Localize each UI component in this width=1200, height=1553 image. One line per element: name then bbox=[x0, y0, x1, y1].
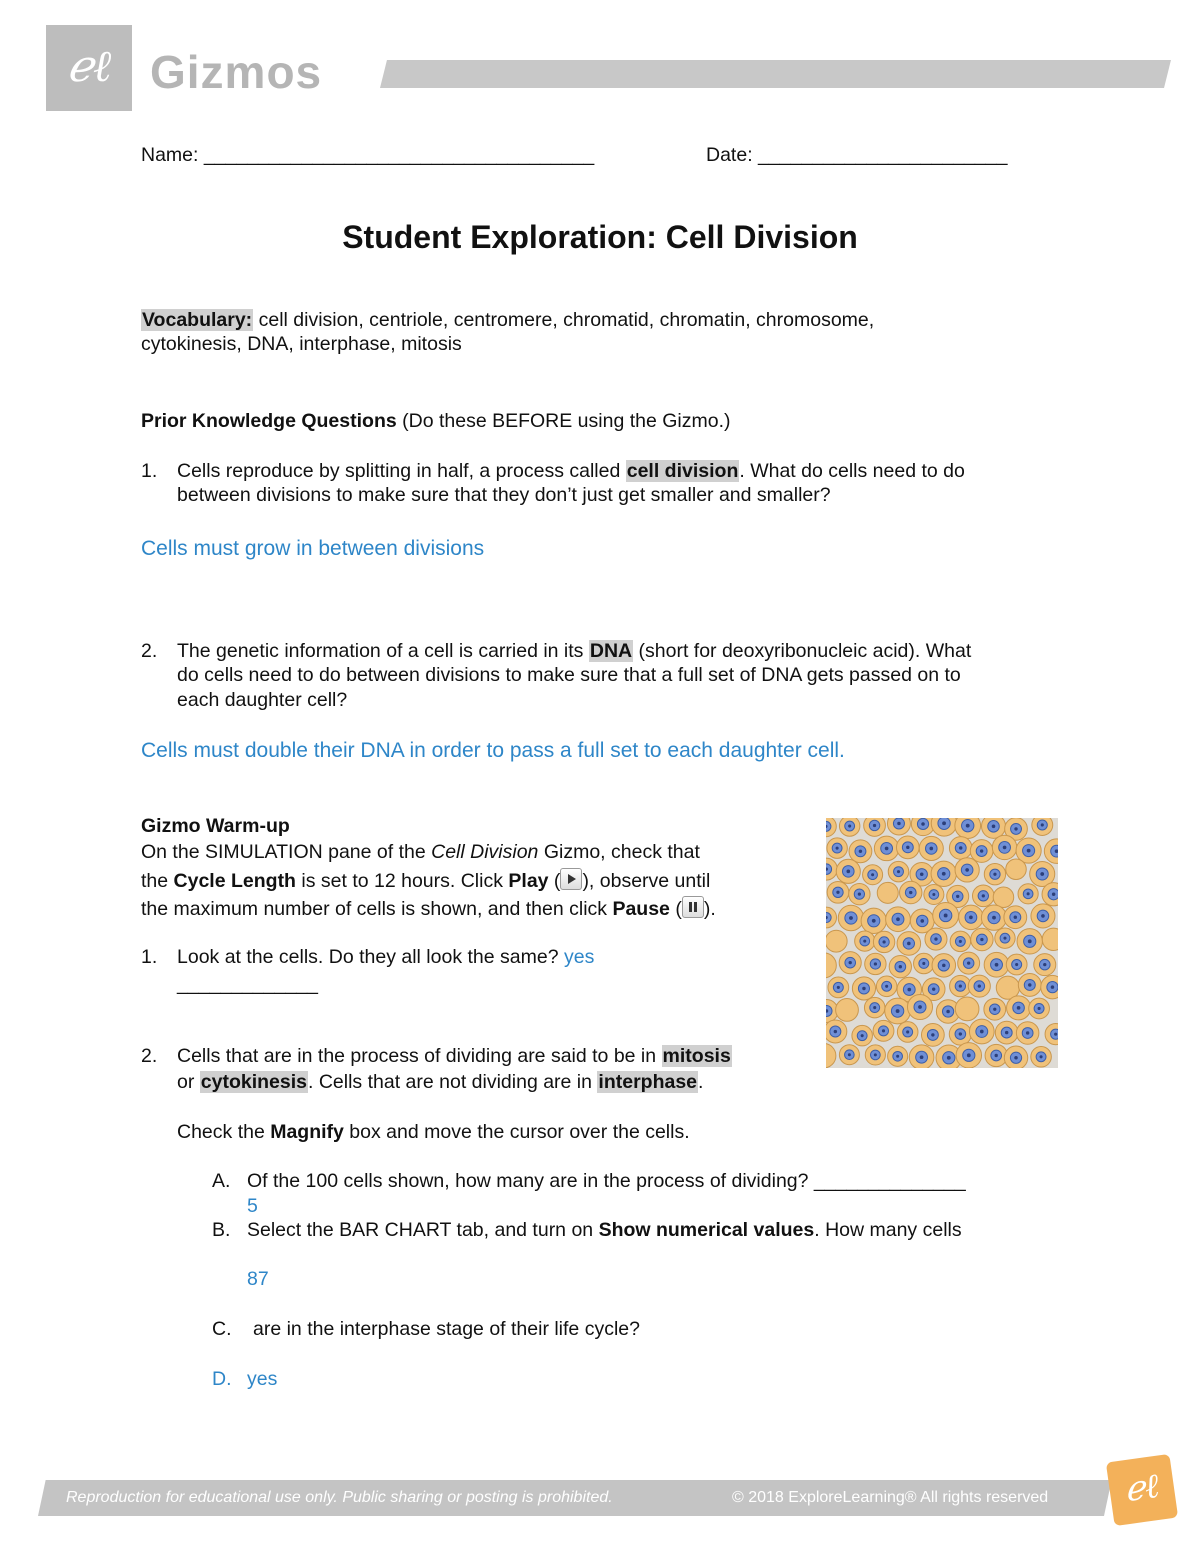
play-icon bbox=[560, 868, 582, 890]
part-b-text bbox=[247, 1218, 962, 1243]
vocabulary-label: Vocabulary: bbox=[142, 309, 253, 331]
cell-drawing bbox=[849, 840, 872, 863]
name-label: Name: bbox=[141, 144, 199, 166]
prior-q1-line-2: between divisions to make sure that they don’t just get smaller and smaller? bbox=[177, 484, 831, 506]
cell-drawing bbox=[984, 864, 1005, 885]
warmup-line-2 bbox=[141, 868, 710, 894]
part-b-pre: Select the BAR CHART tab, and turn on bbox=[247, 1219, 599, 1241]
prior-q2-post: (short for deoxyribonucleic acid). What bbox=[633, 640, 972, 662]
cell-drawing bbox=[958, 952, 980, 974]
prior-q2-line-2: do cells need to do between divisions to make sure that a full set of DNA gets passed on to bbox=[177, 664, 961, 686]
prior-q1-pre: Cells reproduce by splitting in half, a process called bbox=[177, 460, 626, 482]
cell-drawing bbox=[1029, 998, 1050, 1019]
warmup-l1-post: Gizmo, check that bbox=[538, 841, 700, 863]
cell-drawing bbox=[921, 1024, 944, 1047]
cell-drawing bbox=[931, 818, 957, 836]
cell-drawing bbox=[992, 835, 1016, 859]
warmup-l3-post: ). bbox=[703, 898, 716, 920]
cell-drawing bbox=[955, 997, 979, 1021]
warmup-q1-blank: _____________ bbox=[177, 973, 318, 995]
warmup-line-3 bbox=[141, 896, 716, 922]
cell-drawing bbox=[1006, 954, 1027, 975]
term-dna: DNA bbox=[589, 640, 633, 662]
prior-q2-line-3: each daughter cell? bbox=[177, 689, 348, 711]
cell-drawing bbox=[949, 837, 972, 860]
cell-drawing bbox=[1034, 954, 1056, 976]
gizmo-name: Cell Division bbox=[431, 841, 539, 863]
cell-drawing bbox=[1006, 859, 1026, 879]
header-bar bbox=[380, 60, 1171, 88]
warmup-heading-text: Gizmo Warm-up bbox=[141, 815, 290, 837]
cell-drawing bbox=[1031, 904, 1055, 928]
cell-drawing bbox=[1004, 1046, 1027, 1068]
warmup-l2-open: ( bbox=[548, 870, 561, 892]
magnify-term: Magnify bbox=[270, 1121, 344, 1143]
prior-q1-line-1 bbox=[177, 459, 965, 484]
cell-drawing bbox=[826, 818, 836, 837]
cell-drawing bbox=[932, 954, 956, 978]
cell-drawing bbox=[1041, 975, 1058, 998]
prior-heading-bold: Prior Knowledge Questions bbox=[141, 410, 397, 432]
cell-drawing bbox=[1044, 839, 1058, 863]
footer-copyright-notice: Reproduction for educational use only. Public sharing or posting is prohibited. bbox=[66, 1489, 613, 1506]
part-a-letter: A. bbox=[212, 1170, 231, 1192]
part-d-text: yes bbox=[247, 1368, 278, 1390]
cell-drawing bbox=[889, 956, 911, 978]
cell-drawing bbox=[959, 905, 984, 930]
prior-q2-pre: The genetic information of a cell is carried in its bbox=[177, 640, 589, 662]
cell-drawing bbox=[955, 818, 981, 839]
cell-drawing bbox=[865, 953, 886, 974]
cell-drawing bbox=[863, 865, 883, 885]
cell-drawing bbox=[1018, 973, 1041, 996]
pause-term: Pause bbox=[612, 898, 670, 920]
prior-heading-note: (Do these BEFORE using the Gizmo.) bbox=[396, 410, 731, 432]
logo-glyph: ℯℓ bbox=[66, 41, 112, 92]
cell-drawing bbox=[874, 836, 899, 861]
cell-drawing bbox=[873, 931, 894, 952]
warmup-l2-post: ), observe until bbox=[582, 870, 711, 892]
warmup-line-1 bbox=[141, 840, 700, 865]
cell-drawing bbox=[955, 858, 979, 882]
cell-drawing bbox=[876, 976, 897, 997]
warmup-q2-or: or bbox=[177, 1071, 200, 1093]
magnify-post: box and move the cursor over the cells. bbox=[343, 1121, 690, 1143]
magnify-instruction bbox=[177, 1120, 690, 1145]
cell-drawing bbox=[897, 1022, 918, 1043]
cell-drawing bbox=[864, 997, 885, 1018]
cell-drawing bbox=[887, 818, 910, 835]
cell-drawing bbox=[933, 903, 959, 929]
cell-drawing bbox=[855, 931, 875, 951]
cell-drawing bbox=[981, 905, 1006, 930]
cell-drawing bbox=[995, 1021, 1018, 1044]
prior-knowledge-heading bbox=[141, 409, 731, 434]
cell-drawing bbox=[826, 1020, 847, 1043]
cell-drawing bbox=[969, 1019, 994, 1044]
cell-drawing bbox=[972, 885, 994, 907]
term-interphase: interphase bbox=[598, 1071, 698, 1093]
vocabulary-line-2: cytokinesis, DNA, interphase, mitosis bbox=[141, 333, 462, 355]
date-field bbox=[706, 143, 1007, 168]
cell-drawing bbox=[968, 975, 990, 997]
cell-drawing bbox=[828, 977, 849, 998]
cell-drawing bbox=[864, 818, 886, 836]
cell-drawing bbox=[826, 953, 836, 978]
warmup-q1-line bbox=[177, 945, 594, 970]
warmup-q1-text: Look at the cells. Do they all look the same? bbox=[177, 946, 564, 968]
cell-drawing bbox=[1007, 996, 1031, 1020]
cell-drawing bbox=[839, 1045, 859, 1065]
cell-drawing bbox=[873, 1020, 894, 1041]
name-field bbox=[141, 143, 594, 168]
cell-drawing bbox=[885, 998, 911, 1024]
cell-drawing bbox=[836, 999, 859, 1022]
footer-rights: © 2018 ExploreLearning® All rights reserved bbox=[732, 1489, 1049, 1506]
cell-drawing bbox=[826, 930, 847, 952]
term-cytokinesis: cytokinesis bbox=[200, 1071, 307, 1093]
cell-drawing bbox=[900, 881, 922, 903]
prior-q2-answer: Cells must double their DNA in order to pass a full set to each daughter cell. bbox=[141, 739, 845, 762]
cell-drawing bbox=[993, 887, 1013, 907]
cell-drawing bbox=[956, 1043, 981, 1068]
cell-drawing bbox=[919, 836, 943, 860]
cell-drawing bbox=[925, 928, 947, 950]
warmup-q2-line-1 bbox=[177, 1044, 732, 1069]
warmup-q2-pre: Cells that are in the process of dividing are said to be in bbox=[177, 1045, 662, 1067]
warmup-l2-the: the bbox=[141, 870, 174, 892]
cell-drawing bbox=[1045, 1024, 1058, 1045]
cell-drawing bbox=[914, 953, 935, 974]
cell-drawing bbox=[950, 931, 971, 952]
warmup-q2-end: . bbox=[698, 1071, 704, 1093]
cell-drawing bbox=[907, 994, 932, 1019]
cell-drawing bbox=[995, 928, 1015, 948]
cell-drawing bbox=[909, 1045, 934, 1068]
cell-drawing bbox=[886, 907, 911, 932]
prior-q2-line-1 bbox=[177, 639, 971, 664]
show-numerical-values-term: Show numerical values bbox=[598, 1219, 815, 1241]
warmup-l3-pre: the maximum number of cells is shown, and then click bbox=[141, 898, 613, 920]
cell-drawing bbox=[888, 1046, 908, 1066]
warmup-q2-line-2 bbox=[177, 1070, 703, 1095]
vocabulary-line-1 bbox=[141, 308, 874, 333]
cell-drawing bbox=[1018, 884, 1038, 904]
cell-drawing bbox=[877, 882, 898, 903]
part-b-post: . How many cells bbox=[814, 1219, 962, 1241]
part-b-answer: 87 bbox=[247, 1268, 269, 1290]
play-term: Play bbox=[508, 870, 549, 892]
cell-drawing bbox=[924, 884, 944, 904]
cell-drawing bbox=[897, 932, 921, 956]
part-c-text: are in the interphase stage of their life cycle? bbox=[253, 1318, 640, 1340]
part-a-text: Of the 100 cells shown, how many are in the process of dividing? ______________ bbox=[247, 1170, 966, 1192]
cell-drawing bbox=[861, 908, 886, 933]
cell-drawing bbox=[1042, 928, 1058, 950]
cell-drawing bbox=[827, 838, 847, 858]
warmup-l2-mid: is set to 12 hours. Click bbox=[295, 870, 509, 892]
cell-drawing bbox=[1004, 906, 1027, 929]
date-label: Date: bbox=[706, 144, 753, 166]
term-mitosis: mitosis bbox=[662, 1045, 731, 1067]
cell-drawing bbox=[970, 840, 993, 863]
cell-drawing bbox=[852, 1025, 873, 1046]
cell-drawing bbox=[826, 858, 837, 880]
cell-drawing bbox=[1032, 818, 1053, 835]
prior-q2-number: 2. bbox=[141, 640, 158, 662]
warmup-l3-open: ( bbox=[669, 898, 682, 920]
cell-drawing bbox=[984, 952, 1009, 977]
prior-q1-number: 1. bbox=[141, 460, 158, 482]
cell-drawing bbox=[931, 861, 956, 886]
cell-drawing bbox=[949, 1023, 971, 1045]
cell-drawing bbox=[1016, 1022, 1039, 1045]
cell-drawing bbox=[826, 1043, 836, 1068]
cell-drawing bbox=[827, 881, 849, 903]
cell-drawing bbox=[888, 861, 909, 882]
warmup-heading bbox=[141, 814, 290, 839]
cells-microscope-image bbox=[826, 818, 1058, 1068]
cell-drawing bbox=[896, 836, 919, 859]
cell-drawing bbox=[1031, 1047, 1052, 1068]
cell-drawing bbox=[838, 905, 863, 930]
part-c-letter: C. bbox=[212, 1318, 232, 1340]
warmup-q1-number: 1. bbox=[141, 946, 158, 968]
cell-drawing bbox=[971, 928, 993, 950]
pause-icon bbox=[682, 896, 704, 918]
cell-drawing bbox=[836, 859, 860, 883]
term-cell-division: cell division bbox=[626, 460, 739, 482]
cell-drawing bbox=[852, 977, 875, 1000]
prior-q1-answer: Cells must grow in between divisions bbox=[141, 537, 485, 560]
cell-drawing bbox=[985, 1044, 1007, 1066]
prior-q1-post: . What do cells need to do bbox=[739, 460, 965, 482]
gizmos-logo bbox=[46, 25, 132, 111]
footer-logo-glyph: ℯℓ bbox=[1121, 1465, 1162, 1511]
cell-drawing bbox=[984, 998, 1006, 1020]
cell-drawing bbox=[826, 907, 837, 928]
cell-drawing bbox=[1017, 929, 1042, 954]
part-b-letter: B. bbox=[212, 1219, 231, 1241]
cell-drawing bbox=[839, 952, 861, 974]
warmup-q1-answer: yes bbox=[563, 946, 595, 968]
part-d-letter: D. bbox=[212, 1368, 232, 1390]
explorelearning-logo bbox=[1106, 1454, 1178, 1526]
date-blank: _______________________ bbox=[758, 144, 1008, 166]
magnify-pre: Check the bbox=[177, 1121, 271, 1143]
cell-drawing bbox=[839, 818, 859, 836]
part-a-answer: 5 bbox=[247, 1195, 258, 1217]
warmup-l1-pre: On the SIMULATION pane of the bbox=[141, 841, 432, 863]
cell-drawing bbox=[849, 883, 870, 904]
name-blank: ____________________________________ bbox=[203, 144, 595, 166]
cell-drawing bbox=[865, 1045, 885, 1065]
warmup-q2-mid: . Cells that are not dividing are in bbox=[308, 1071, 598, 1093]
vocabulary-terms: cell division, centriole, centromere, chromatid, chromatin, chromosome, bbox=[253, 309, 875, 331]
page-title: Student Exploration: Cell Division bbox=[342, 219, 858, 255]
app-name: Gizmos bbox=[150, 46, 323, 98]
warmup-q2-number: 2. bbox=[141, 1045, 158, 1067]
cycle-length-term: Cycle Length bbox=[173, 870, 296, 892]
